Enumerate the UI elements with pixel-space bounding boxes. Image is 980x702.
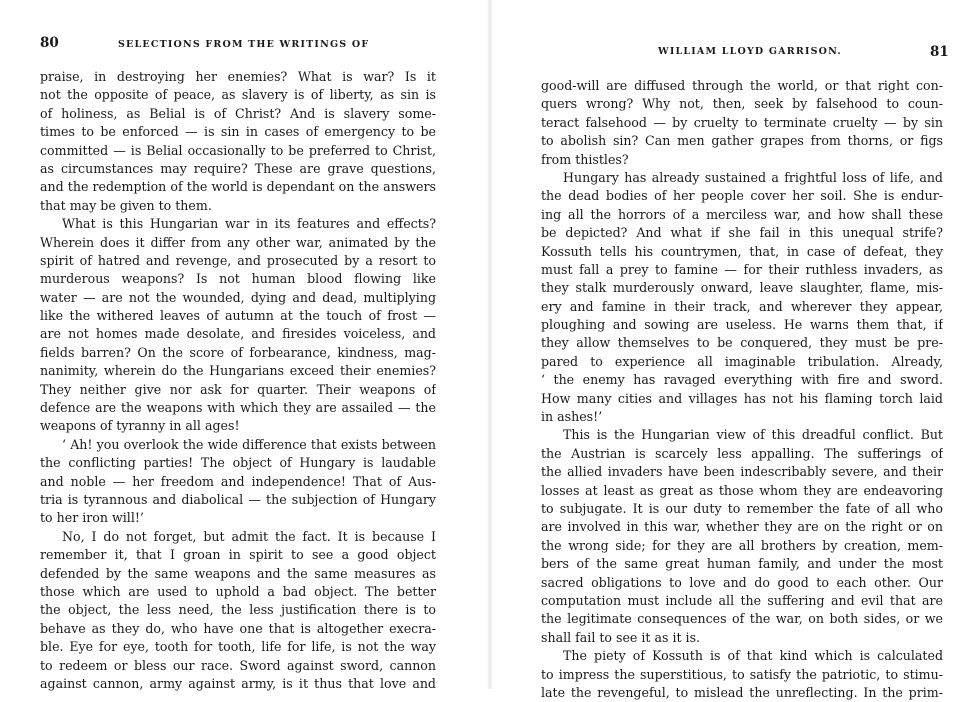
text-line: and the redemption of the world is dependant on the answers [40, 179, 436, 195]
text-line: the Austrian is scarcely less appalling. The sufferings of [541, 445, 943, 461]
text-line: from thistles? [541, 151, 629, 167]
text-line: good-will are diffused through the world, or that right con- [541, 78, 943, 93]
text-line: the wrong side; for they are all brothers by creation, mem- [541, 537, 943, 553]
text-line: fields barren? On the score of forbearance, kindness, mag- [40, 344, 436, 360]
text-line: the object, the less need, the less justification there is to [40, 602, 436, 618]
text-line: to her iron will!’ [40, 510, 144, 526]
text-line: to abolish sin? Can men gather grapes from thorns, or figs [541, 133, 943, 149]
text-line: The piety of Kossuth is of that kind which is calculated [563, 648, 943, 664]
text-line: and noble — her freedom and independence! That of Aus- [40, 473, 436, 489]
left-page-text [40, 68, 436, 693]
text-line: weapons of tyranny in all ages! [40, 418, 240, 434]
text-line: What is this Hungarian war in its features and effects? [62, 216, 436, 232]
text-line: shall fail to see it as it is. [541, 629, 701, 645]
right-running-head: WILLIAM LLOYD GARRISON. [658, 46, 842, 57]
left-page [0, 0, 490, 689]
text-line: that may be given to them. [40, 197, 212, 213]
text-line: to subjugate. It is our duty to remember the fate of all who [541, 500, 943, 516]
text-line: the conflicting parties! The object of Hungary is laudable [40, 455, 436, 471]
text-line: quers wrong? Why not, then, seek by falsehood to coun- [541, 96, 943, 112]
text-line: Hungary has already sustained a frightful loss of life, and [563, 169, 943, 185]
text-line: must fall a prey to famine — for their ruthless invaders, as [541, 261, 943, 277]
text-line: the dead bodies of her people cover her soil. She is endur- [541, 188, 943, 204]
text-line: ‘ the enemy has ravaged everything with fire and sword. [541, 372, 943, 388]
text-line: murderous weapons? Is not human blood flowing like [40, 271, 436, 287]
text-line: are involved in this war, whether they are on the right or on [541, 519, 943, 535]
text-line: they stalk murderously onward, leave slaughter, flame, mis- [541, 280, 943, 296]
text-line: to redeem or bless our race. Sword against sword, cannon [40, 657, 436, 673]
text-line: remember it, that I groan in spirit to see a good object [40, 547, 436, 563]
left-page-number: 80 [40, 35, 59, 51]
right-page [490, 0, 980, 700]
left-running-head: SELECTIONS FROM THE WRITINGS OF [118, 39, 370, 50]
text-line: teract falsehood — by cruelty to terminate cruelty — by sin [541, 114, 943, 130]
text-line: not the opposite of peace, as slavery is of liberty, as sin is [40, 87, 436, 103]
text-line: the allied invaders have been indescribably severe, and their [541, 464, 943, 480]
text-line: losses at least as great as those whom they are endeavoring [541, 482, 943, 498]
text-line: water — are not the wounded, dying and dead, multiplying [40, 289, 436, 305]
text-line: praise, in destroying her enemies? What is war? Is it [40, 69, 436, 84]
text-line: ploughing and sowing are useless. He warns them that, if [541, 317, 943, 333]
text-line: of holiness, as Belial is of Christ? And is slavery some- [40, 105, 436, 121]
text-line: No, I do not forget, but admit the fact. It is because I [62, 528, 436, 544]
text-line: bers of the same great human family, and under the most [541, 556, 943, 572]
text-line: in ashes!’ [541, 409, 603, 425]
text-line: defence are the weapons with which they are assailed — the [40, 400, 436, 416]
text-line: the legitimate consequences of the war, on both sides, or we [541, 611, 943, 627]
text-line: to impress the superstitious, to satisfy the patriotic, to stimu- [541, 666, 943, 682]
text-line: committed — is Belial occasionally to be preferred to Christ, [40, 142, 436, 158]
text-line: sacred obligations to love and do good to each other. Our [541, 574, 943, 590]
text-line: spirit of hatred and revenge, and prosecuted by a resort to [40, 252, 436, 268]
text-line: times to be enforced — is sin in cases of emergency to be [40, 124, 436, 140]
text-line: How many cities and villages has not his flaming torch laid [541, 390, 943, 406]
text-line: like the withered leaves of autumn at the touch of frost — [40, 308, 436, 324]
text-line: be depicted? And what if she fail in this unequal strife? [541, 225, 943, 241]
text-line: those which are used to uphold a bad object. The better [40, 583, 436, 599]
text-line: Kossuth tells his countrymen, that, in case of defeat, they [541, 243, 943, 259]
text-line: tria is tyrannous and diabolical — the subjection of Hungary [40, 491, 436, 507]
text-line: ery and famine in their track, and wherever they appear, [541, 298, 943, 314]
text-line: behave as they do, who have one that is altogether execra- [40, 620, 436, 636]
text-line: ‘ Ah! you overlook the wide difference that exists between [62, 436, 436, 452]
text-line: This is the Hungarian view of this dreadful conflict. But [563, 427, 943, 443]
right-page-number: 81 [930, 44, 949, 60]
text-line: against cannon, army against army, is it thus that love and [40, 675, 436, 691]
text-line: ing all the horrors of a merciless war, and how shall these [541, 206, 943, 222]
text-line: defended by the same weapons and the same measures as [40, 565, 436, 581]
text-line: They neither give nor ask for quarter. Their weapons of [40, 381, 436, 397]
text-line: nanimity, wherein do the Hungarians exceed their enemies? [40, 363, 436, 379]
right-page-text [541, 77, 943, 702]
text-line: ble. Eye for eye, tooth for tooth, life for life, is not the way [40, 639, 436, 655]
text-line: late the revengeful, to mislead the unreflecting. In the prim- [541, 684, 943, 700]
text-line: as circumstances may require? These are grave questions, [40, 160, 436, 176]
text-line: pared to experience all imaginable tribulation. Already, [541, 353, 943, 369]
text-line: they allow themselves to be conquered, they must be pre- [541, 335, 943, 351]
text-line: are not homes made desolate, and firesides voiceless, and [40, 326, 436, 342]
text-line: Wherein does it differ from any other war, animated by the [40, 234, 436, 250]
text-line: computation must include all the suffering and evil that are [541, 592, 943, 608]
